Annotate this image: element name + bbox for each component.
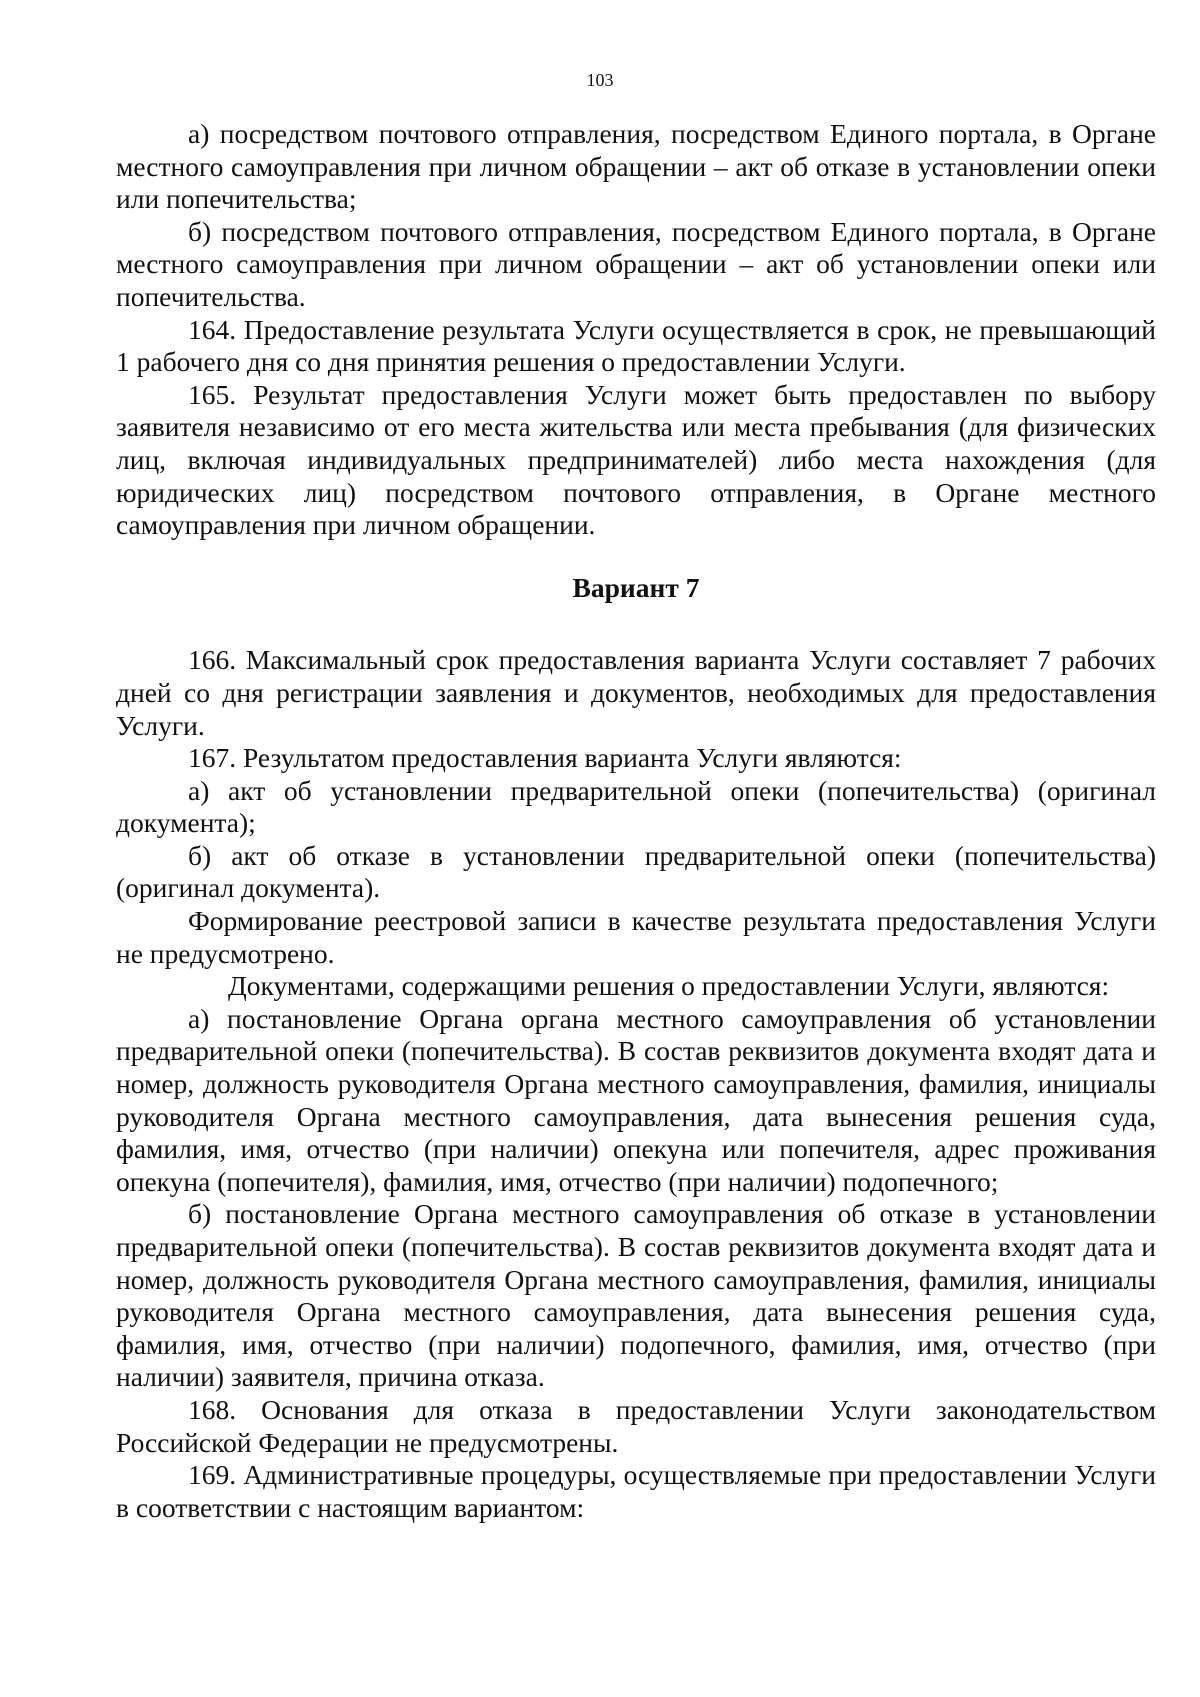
paragraph-166: 166. Максимальный срок предоставления варианта Услуги составляет 7 рабочих дней со дня регистрации заявления и документов, необходимых для предоставления Услуги. <box>116 644 1156 741</box>
paragraph-167-b: б) акт об отказе в установлении предварительной опеки (попечительства) (оригинал документа). <box>116 839 1156 904</box>
paragraph-registry-record: Формирование реестровой записи в качестве результата предоставления Услуги не предусмотрено. <box>116 905 1156 969</box>
paragraph-b-establishment-delivery: б) посредством почтового отправления, посредством Единого портала, в Органе местного самоуправления при личном обращении – акт об установлении опеки или попечительства. <box>116 215 1156 312</box>
document-body <box>116 118 1156 1524</box>
paragraph-167-a: а) акт об установлении предварительной опеки (попечительства) (оригинал документа); <box>116 774 1156 839</box>
paragraph-decision-documents: Документами, содержащими решения о предоставлении Услуги, являются: <box>228 970 1110 1002</box>
section-heading: Вариант 7 <box>572 571 700 603</box>
paragraph-a-refusal-delivery: а) посредством почтового отправления, посредством Единого портала, в Органе местного самоуправления при личном обращении – акт об отказе в установлении опеки или попечительства; <box>116 118 1156 215</box>
paragraph-167: 167. Результатом предоставления варианта Услуги являются: <box>188 742 902 774</box>
paragraph-decision-b: б) постановление Органа местного самоуправления об отказе в установлении предварительной опеки (попечительства). В состав реквизитов документа входят дата и номер, должность руководителя Органа местного самоуправления, фамилия, инициалы руководителя Органа местного самоуправления, дата вынесения решения суда, фамилия, имя, отчество (при наличии) подопечного, фамилия, имя, отчество (при наличии) заявителя, причина отказа. <box>116 1198 1156 1393</box>
paragraph-168: 168. Основания для отказа в предоставлении Услуги законодательством Российской Федерации не предусмотрены. <box>116 1393 1156 1458</box>
paragraph-decision-a: а) постановление Органа органа местного самоуправления об установлении предварительной опеки (попечительства). В состав реквизитов документа входят дата и номер, должность руководителя Органа местного самоуправления, фамилия, инициалы руководителя Органа местного самоуправления, дата вынесения решения суда, фамилия, имя, отчество (при наличии) опекуна или попечителя, адрес проживания опекуна (попечителя), фамилия, имя, отчество (при наличии) подопечного; <box>116 1002 1156 1197</box>
page-number: 103 <box>586 70 614 90</box>
paragraph-165: 165. Результат предоставления Услуги может быть предоставлен по выбору заявителя независимо от его места жительства или места пребывания (для физических лиц, включая индивидуальных предпринимателей) либо места нахождения (для юридических лиц) посредством почтового отправления, в Органе местного самоуправления при личном обращении. <box>116 378 1156 541</box>
paragraph-169: 169. Административные процедуры, осуществляемые при предоставлении Услуги в соответствии с настоящим вариантом: <box>116 1459 1156 1523</box>
paragraph-164: 164. Предоставление результата Услуги осуществляется в срок, не превышающий 1 рабочего дня со дня принятия решения о предоставлении Услуги. <box>116 313 1156 378</box>
